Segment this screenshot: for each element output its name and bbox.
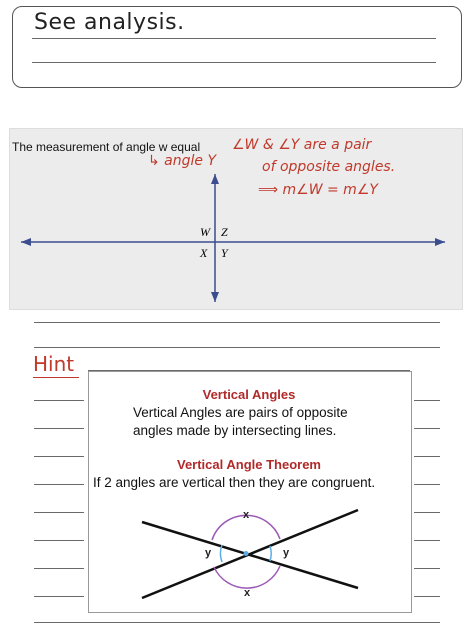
ruled-line bbox=[34, 428, 84, 429]
label-y: Y bbox=[221, 246, 228, 260]
ruled-line bbox=[34, 456, 84, 457]
angle-label-right: y bbox=[283, 547, 290, 559]
handwritten-answer: ↳ angle Y bbox=[148, 153, 217, 169]
vertical-angles-diagram bbox=[130, 500, 370, 610]
hint-definition-line2: angles made by intersecting lines. bbox=[133, 423, 337, 438]
left-angle-arc bbox=[220, 545, 222, 562]
label-z: Z bbox=[221, 225, 228, 239]
ruled-line bbox=[32, 62, 436, 63]
label-x: X bbox=[200, 246, 208, 260]
ruled-line bbox=[414, 596, 440, 597]
ruled-line bbox=[34, 512, 84, 513]
hint-label: Hint bbox=[33, 352, 75, 376]
ruled-line bbox=[34, 568, 84, 569]
angle-label-top: x bbox=[243, 509, 250, 521]
intersection-point bbox=[244, 551, 249, 556]
ruled-line bbox=[34, 347, 440, 348]
ruled-line bbox=[32, 38, 436, 39]
line-b bbox=[142, 510, 358, 598]
handwritten-reason-1: ∠W & ∠Y are a pair bbox=[232, 137, 372, 153]
question-text: The measurement of angle w equal bbox=[12, 140, 201, 154]
ruled-line bbox=[414, 484, 440, 485]
ruled-line bbox=[34, 400, 84, 401]
top-arrow bbox=[211, 174, 219, 184]
ruled-line bbox=[414, 568, 440, 569]
intersecting-lines-diagram bbox=[9, 128, 461, 308]
hint-title: Vertical Angles bbox=[202, 387, 296, 402]
right-arrow bbox=[435, 238, 445, 246]
handwritten-reason-3: ⟹ m∠W = m∠Y bbox=[258, 182, 378, 198]
ruled-line bbox=[414, 456, 440, 457]
angle-label-bottom: x bbox=[244, 587, 251, 599]
hint-definition-line1: Vertical Angles are pairs of opposite bbox=[133, 405, 348, 420]
right-angle-arc bbox=[270, 546, 271, 561]
ruled-line bbox=[414, 428, 440, 429]
ruled-line bbox=[34, 484, 84, 485]
ruled-line bbox=[34, 596, 84, 597]
angle-label-left: y bbox=[205, 547, 212, 559]
hint-theorem-text: If 2 angles are vertical then they are congruent. bbox=[93, 475, 376, 490]
handwritten-reason-2: of opposite angles. bbox=[262, 159, 396, 175]
ruled-line bbox=[414, 400, 440, 401]
ruled-line bbox=[414, 540, 440, 541]
ruled-line bbox=[34, 322, 440, 323]
ruled-line bbox=[34, 540, 84, 541]
left-arrow bbox=[21, 238, 31, 246]
hint-underline bbox=[33, 377, 79, 378]
ruled-line bbox=[34, 622, 440, 623]
label-w: W bbox=[200, 225, 210, 239]
bottom-arrow bbox=[211, 292, 219, 302]
bottom-angle-arc bbox=[214, 566, 280, 588]
analysis-text: See analysis. bbox=[34, 10, 185, 35]
hint-theorem-title: Vertical Angle Theorem bbox=[176, 457, 321, 472]
ruled-line bbox=[414, 512, 440, 513]
